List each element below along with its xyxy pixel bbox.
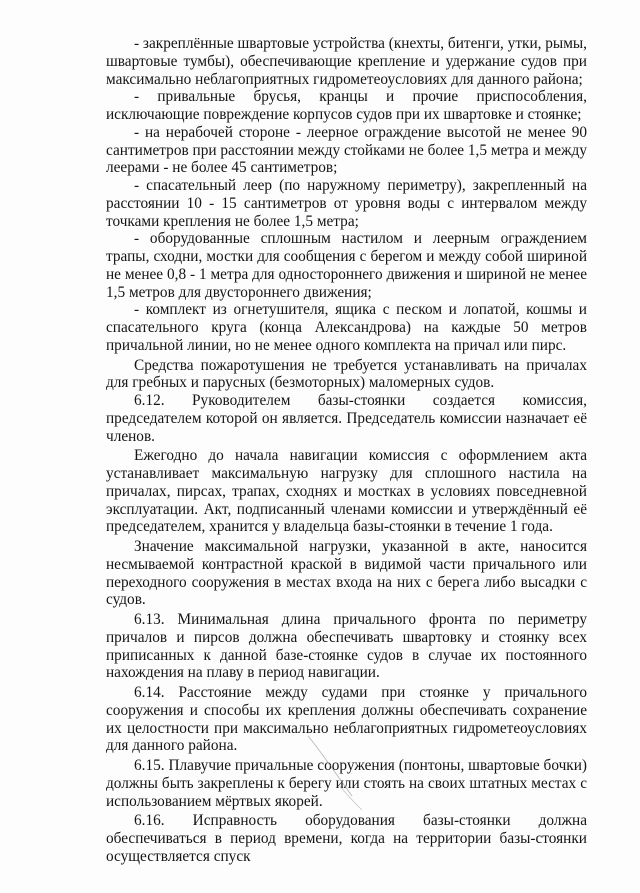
list-item-fire-kit: - комплект из огнетушителя, ящика с песком и лопатой, кошмы и спасательного круга (конца Александрова) на каждые 50 метров причальной линии, но не менее одного комплекта на причал или пирс.: [106, 301, 587, 354]
paragraph-annual-commission: Ежегодно до начала навигации комиссия с оформлением акта устанавливает максимальную нагрузку для сплошного настила на причалах, пирсах, трапах, сходнях и мостках в условиях повседневной эксплуатации. Акт, подписанный членами комиссии и утверждённый её председателем, хранится у владельца базы-стоянки в течение 1 года.: [106, 447, 587, 536]
list-item-fenders: - привальные брусья, кранцы и прочие приспособления, исключающие повреждение корпусов судов при их швартовке и стоянке;: [106, 88, 587, 123]
clause-6-13: 6.13. Минимальная длина причального фронта по периметру причалов и пирсов должна обеспечивать швартовку и стоянку всех приписанных к данной базе-стоянке судов в случае их постоянного нахождения на плаву в период навигации.: [106, 611, 587, 682]
list-item-lifeline: - спасательный леер (по наружному периметру), закрепленный на расстоянии 10 - 15 сантиметров от уровня воды с интервалом между точками крепления не более 1,5 метра;: [106, 177, 587, 230]
paragraph-load-marking: Значение максимальной нагрузки, указанной в акте, наносится несмываемой контрастной краской в видимой части причального или переходного сооружения в местах входа на них с берега либо высадки с судов.: [106, 538, 587, 609]
clause-6-16: 6.16. Исправность оборудования базы-стоянки должна обеспечиваться в период времени, когда на территории базы-стоянки осуществляется спуск: [106, 812, 587, 865]
clause-6-12: 6.12. Руководителем базы-стоянки создается комиссия, председателем которой он является. Председатель комиссии назначает её членов.: [106, 392, 587, 445]
list-item-railing: - на нерабочей стороне - леерное ограждение высотой не менее 90 сантиметров при расстоянии между стойками не более 1,5 метра и между леерами - не более 45 сантиметров;: [106, 123, 587, 177]
list-item-gangways: - оборудованные сплошным настилом и леерным ограждением трапы, сходни, мостки для сообщения с берегом и между собой шириной не менее 0,8 - 1 метра для одностороннего движения и шириной не менее 1,5 метров для двустороннего движения;: [106, 230, 587, 301]
clause-6-14: 6.14. Расстояние между судами при стоянке у причального сооружения и способы их крепления должны обеспечивать сохранение их целостности при максимально неблагоприятных гидрометеоусловиях для данного района.: [106, 684, 587, 755]
paragraph-fire-equipment-exemption: Средства пожаротушения не требуется устанавливать на причалах для гребных и парусных (безмоторных) маломерных судов.: [106, 356, 587, 392]
list-item-mooring-devices: - закреплённые швартовые устройства (кнехты, битенги, утки, рымы, швартовые тумбы), обеспечивающие крепление и удержание судов при максимально неблагоприятных гидрометеоусловиях для данного района;: [106, 35, 587, 88]
document-body: [106, 35, 587, 866]
clause-6-15: 6.15. Плавучие причальные сооружения (понтоны, швартовые бочки) должны быть закреплены к берегу или стоять на своих штатных местах с использованием мёртвых якорей.: [106, 757, 587, 810]
